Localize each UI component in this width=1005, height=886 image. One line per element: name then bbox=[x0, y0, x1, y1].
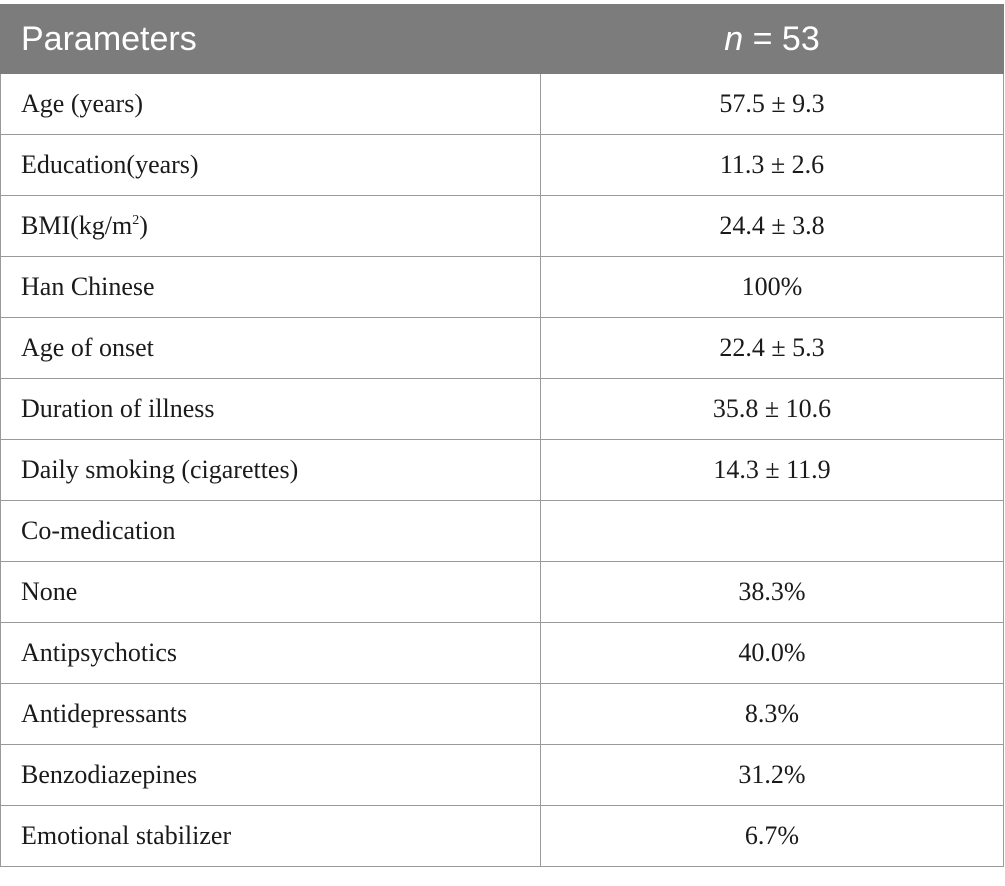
row-value: 100% bbox=[541, 257, 1004, 318]
row-label: Age of onset bbox=[1, 318, 541, 379]
row-value: 24.4 ± 3.8 bbox=[541, 196, 1004, 257]
row-label: Benzodiazepines bbox=[1, 745, 541, 806]
table-row bbox=[1, 806, 1004, 867]
table-row bbox=[1, 196, 1004, 257]
table-row bbox=[1, 623, 1004, 684]
row-label bbox=[1, 196, 541, 257]
row-value: 31.2% bbox=[541, 745, 1004, 806]
table-header bbox=[1, 5, 1004, 74]
row-value: 11.3 ± 2.6 bbox=[541, 135, 1004, 196]
row-label: Emotional stabilizer bbox=[1, 806, 541, 867]
row-value: 40.0% bbox=[541, 623, 1004, 684]
header-row bbox=[1, 5, 1004, 74]
row-label: Education(years) bbox=[1, 135, 541, 196]
row-value: 6.7% bbox=[541, 806, 1004, 867]
table-row bbox=[1, 501, 1004, 562]
table-row bbox=[1, 745, 1004, 806]
row-value bbox=[541, 501, 1004, 562]
parameters-table-container bbox=[0, 4, 1003, 867]
bmi-label-superscript: 2 bbox=[132, 213, 140, 228]
header-n-value: = 53 bbox=[743, 19, 820, 58]
row-value: 8.3% bbox=[541, 684, 1004, 745]
header-sample-size bbox=[541, 5, 1004, 74]
header-parameters: Parameters bbox=[1, 5, 541, 74]
parameters-table bbox=[0, 4, 1004, 867]
row-label: None bbox=[1, 562, 541, 623]
table-row bbox=[1, 257, 1004, 318]
row-label: Daily smoking (cigarettes) bbox=[1, 440, 541, 501]
row-value: 38.3% bbox=[541, 562, 1004, 623]
table-row bbox=[1, 74, 1004, 135]
bmi-label-text: BMI(kg/m bbox=[21, 211, 133, 240]
table-row bbox=[1, 135, 1004, 196]
row-label: Duration of illness bbox=[1, 379, 541, 440]
table-row bbox=[1, 440, 1004, 501]
row-value: 57.5 ± 9.3 bbox=[541, 74, 1004, 135]
row-label: Co-medication bbox=[1, 501, 541, 562]
row-value: 35.8 ± 10.6 bbox=[541, 379, 1004, 440]
row-value: 22.4 ± 5.3 bbox=[541, 318, 1004, 379]
row-label: Antidepressants bbox=[1, 684, 541, 745]
bmi-label-close: ) bbox=[139, 211, 148, 240]
table-row bbox=[1, 684, 1004, 745]
header-n-variable: n bbox=[724, 19, 744, 58]
row-label: Age (years) bbox=[1, 74, 541, 135]
row-label: Antipsychotics bbox=[1, 623, 541, 684]
row-value: 14.3 ± 11.9 bbox=[541, 440, 1004, 501]
table-body bbox=[1, 74, 1004, 867]
table-row bbox=[1, 562, 1004, 623]
table-row bbox=[1, 318, 1004, 379]
table-row bbox=[1, 379, 1004, 440]
row-label: Han Chinese bbox=[1, 257, 541, 318]
